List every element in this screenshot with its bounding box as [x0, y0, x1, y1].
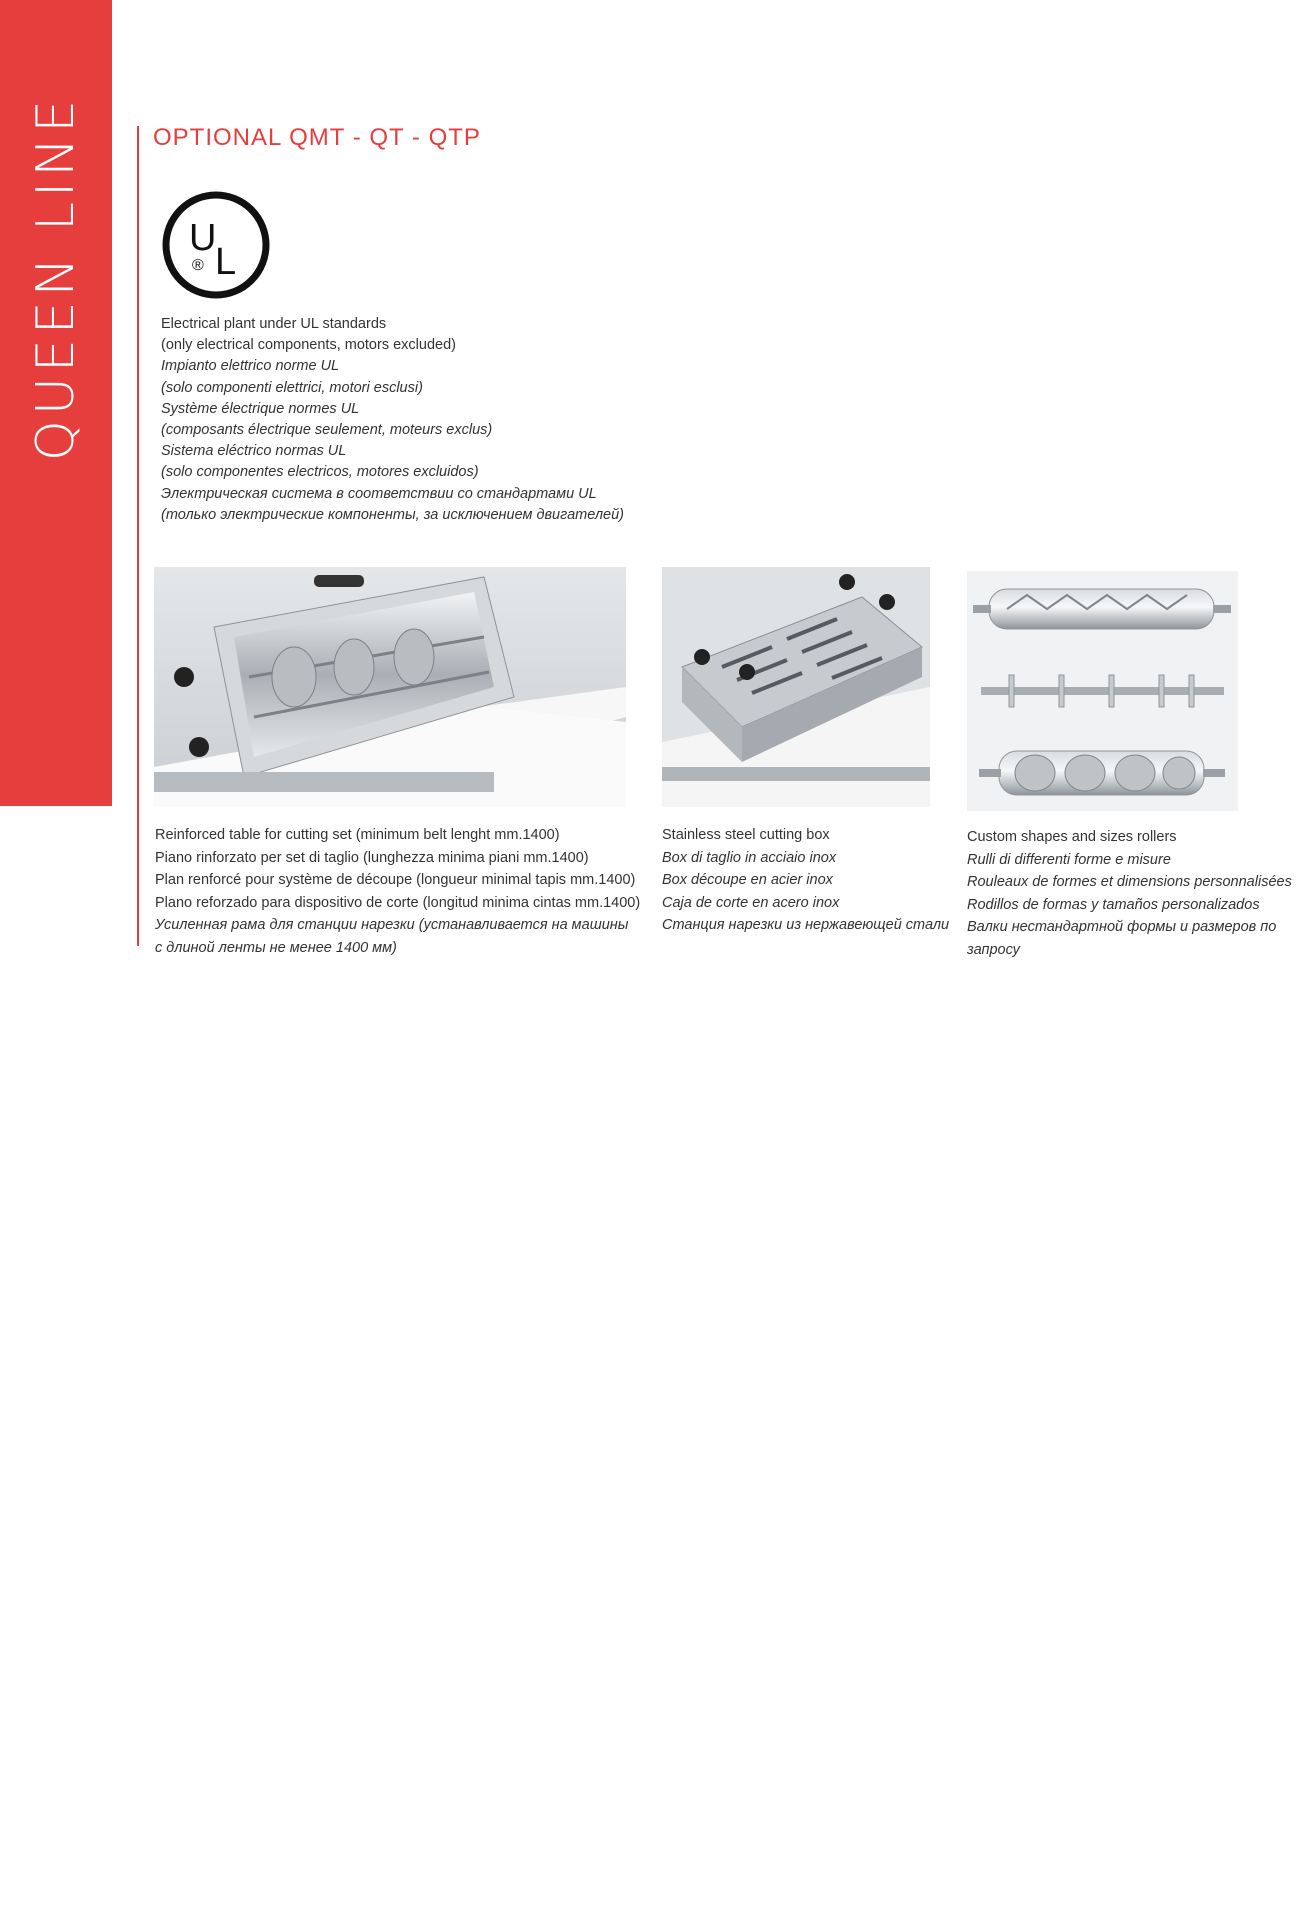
reinforced-table-caption [155, 824, 641, 959]
ul-logo-registered-mark: ® [192, 257, 204, 274]
ul-line: Sistema eléctrico normas UL [161, 443, 347, 460]
ul-line: (only electrical components, motors excluded) [161, 337, 456, 354]
rollers-photo [967, 571, 1238, 811]
caption-line: Plan renforcé pour système de découpe (longueur minimal tapis mm.1400) [155, 872, 636, 888]
cutting-box-photo [662, 567, 930, 807]
page-heading: OPTIONAL QMT - QT - QTP [153, 124, 481, 151]
caption-line: Валки нестандартной формы и размеров по запросу [967, 919, 1277, 958]
caption-line: Reinforced table for cutting set (minimum belt lenght mm.1400) [155, 827, 560, 843]
ul-description [161, 314, 624, 526]
caption-line: Plano reforzado para dispositivo de corte (longitud minima cintas mm.1400) [155, 894, 641, 911]
caption-line: Stainless steel cutting box [662, 827, 830, 843]
caption-line: Box di taglio in acciaio inox [662, 849, 837, 866]
side-title: QUEEN LINE [26, 94, 86, 462]
reinforced-table-photo [154, 567, 626, 807]
caption-line: Box découpe en acier inox [662, 872, 833, 888]
caption-line: Усиленная рама для станции нарезки (устанавливается на машины с длиной ленты не менее 1400 мм) [155, 917, 629, 956]
ul-logo-letter-u: U [189, 217, 217, 259]
rollers-caption [967, 826, 1292, 961]
ul-line: Электрическая система в соответствии со стандартами UL [161, 485, 597, 502]
ul-line: Electrical plant under UL standards [161, 316, 387, 332]
ul-line: Impianto elettrico norme UL [161, 358, 340, 375]
ul-logo [161, 190, 271, 300]
caption-line: Piano rinforzato per set di taglio (lunghezza minima piani mm.1400) [155, 849, 589, 866]
ul-line: Système électrique normes UL [161, 400, 360, 417]
caption-line: Caja de corte en acero inox [662, 894, 840, 911]
ul-line: (composants électrique seulement, moteurs exclus) [161, 422, 493, 439]
ul-line: (solo componentes electricos, motores excluidos) [161, 464, 479, 481]
caption-line: Станция нарезки из нержавеющей стали [662, 917, 950, 933]
vertical-rule [137, 126, 139, 946]
caption-line: Rulli di differenti forme e misure [967, 851, 1171, 868]
caption-line: Rouleaux de formes et dimensions personnalisées [967, 874, 1292, 890]
ul-line: (solo componenti elettrici, motori esclusi) [161, 379, 423, 396]
ul-logo-letter-l: L [215, 241, 237, 283]
ul-line: (только электрические компоненты, за исключением двигателей) [161, 506, 624, 523]
caption-line: Rodillos de formas y tamaños personalizados [967, 896, 1260, 913]
caption-line: Custom shapes and sizes rollers [967, 829, 1177, 845]
cutting-box-caption [662, 824, 949, 937]
side-band [0, 0, 112, 806]
